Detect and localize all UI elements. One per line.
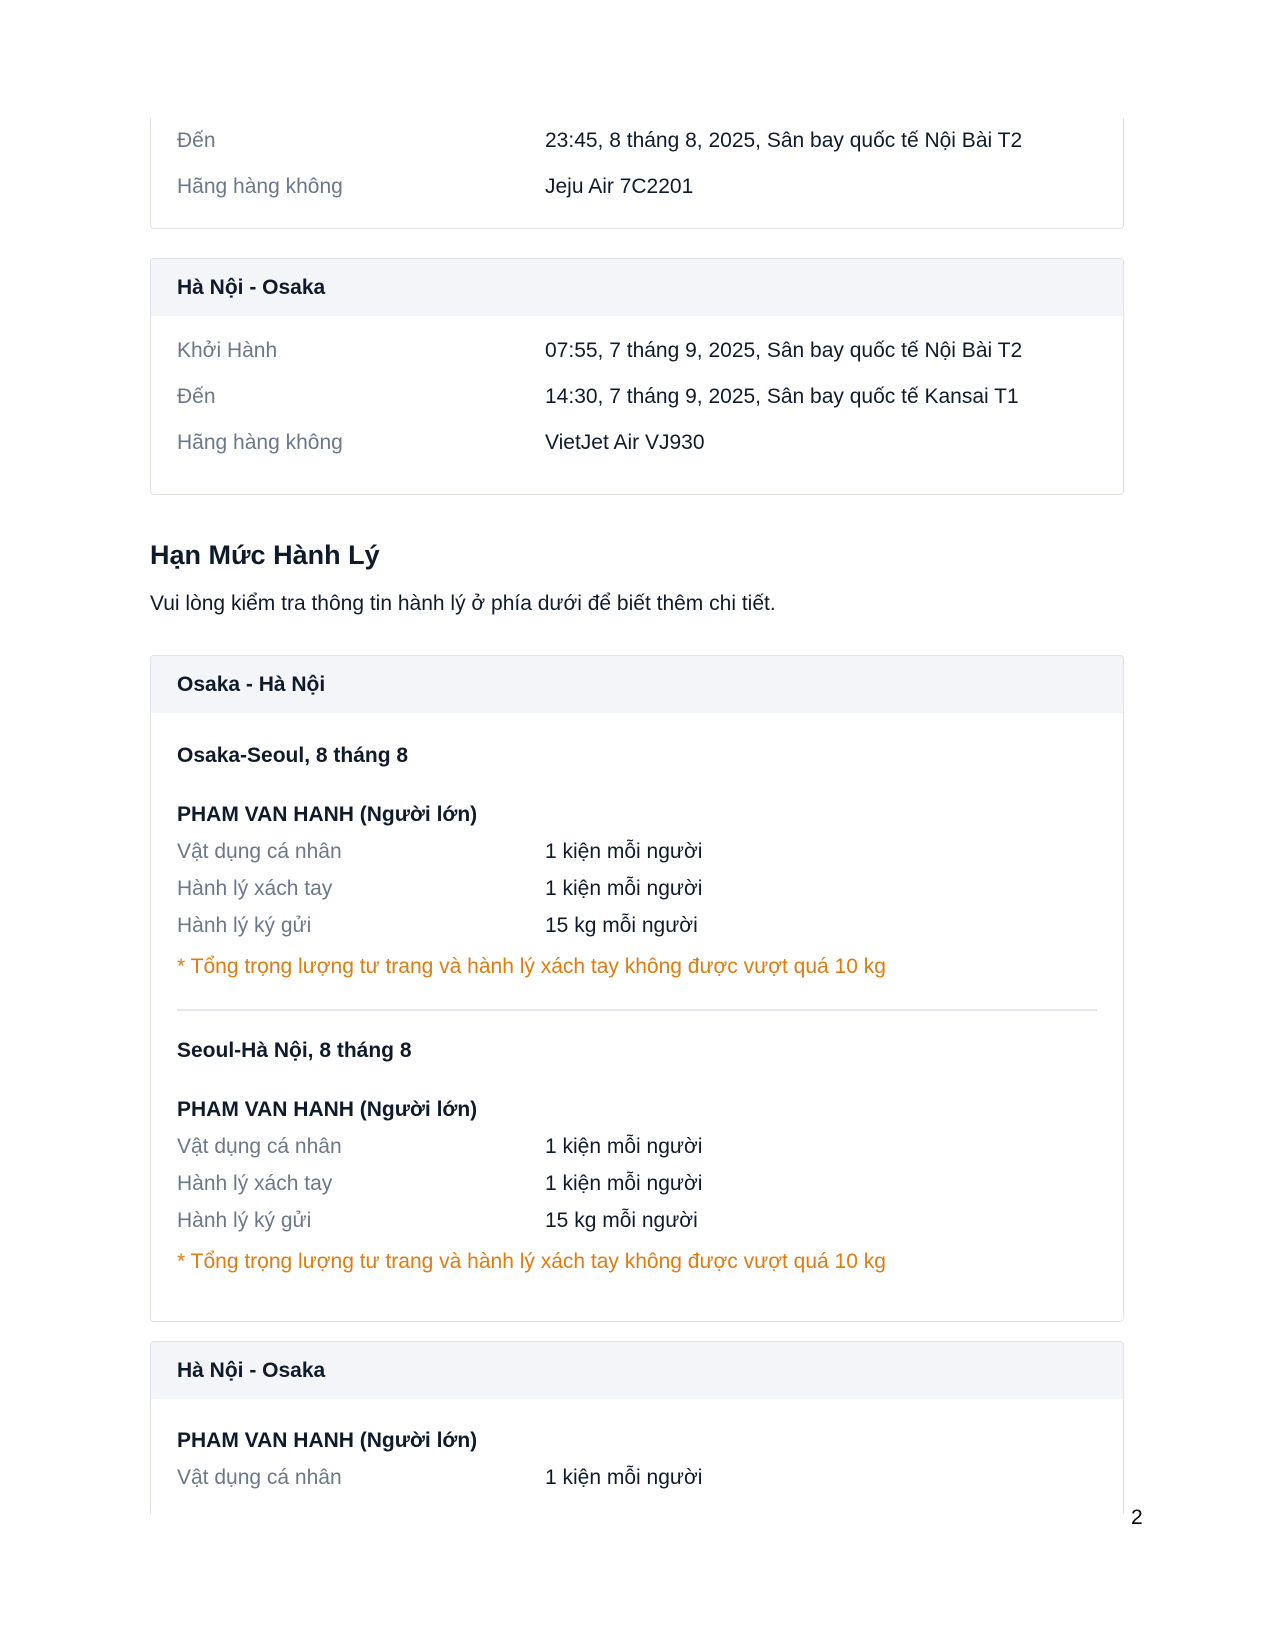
flight-arrival-value: 23:45, 8 tháng 8, 2025, Sân bay quốc tế Nội Bài T2 — [545, 129, 1023, 152]
baggage-card-osaka-hanoi — [150, 655, 1124, 1322]
passenger-name: PHAM VAN HANH (Người lớn) — [177, 1098, 478, 1121]
flight-departure-row — [151, 328, 1123, 374]
flight-arrival-value: 14:30, 7 tháng 9, 2025, Sân bay quốc tế Kansai T1 — [545, 385, 1019, 408]
baggage-label: Vật dụng cá nhân — [177, 839, 342, 863]
baggage-row — [151, 870, 1123, 907]
baggage-section-title: Hạn Mức Hành Lý — [150, 540, 380, 570]
flight-airline-row — [151, 164, 1123, 210]
baggage-value: 1 kiện mỗi người — [545, 1171, 703, 1195]
flight-airline-value: Jeju Air 7C2201 — [545, 175, 694, 198]
baggage-weight-note: * Tổng trọng lượng tư trang và hành lý xách tay không được vượt quá 10 kg — [177, 1250, 886, 1273]
baggage-card-hanoi-osaka — [150, 1341, 1124, 1514]
baggage-row — [151, 907, 1123, 944]
segment-title: Seoul-Hà Nội, 8 tháng 8 — [177, 1039, 412, 1062]
baggage-row — [151, 1128, 1123, 1165]
baggage-card-title: Osaka - Hà Nội — [151, 656, 1123, 713]
baggage-value: 1 kiện mỗi người — [545, 1134, 703, 1158]
baggage-value: 1 kiện mỗi người — [545, 839, 703, 863]
baggage-label: Hành lý ký gửi — [177, 1208, 312, 1232]
passenger-name: PHAM VAN HANH (Người lớn) — [177, 1429, 478, 1452]
flight-arrival-row — [151, 374, 1123, 420]
segment-title: Osaka-Seoul, 8 tháng 8 — [177, 744, 409, 767]
baggage-label: Hành lý ký gửi — [177, 913, 312, 937]
flight-card-title: Hà Nội - Osaka — [151, 259, 1123, 316]
flight-airline-row — [151, 420, 1123, 466]
baggage-row — [151, 833, 1123, 870]
baggage-label: Hành lý xách tay — [177, 1171, 333, 1195]
flight-airline-value: VietJet Air VJ930 — [545, 431, 705, 454]
baggage-label: Vật dụng cá nhân — [177, 1134, 342, 1158]
flight-arrival-row — [151, 118, 1123, 164]
passenger-name: PHAM VAN HANH (Người lớn) — [177, 803, 478, 826]
baggage-row — [151, 1165, 1123, 1202]
baggage-label: Vật dụng cá nhân — [177, 1465, 342, 1489]
page-number: 2 — [1131, 1506, 1143, 1529]
flight-airline-label: Hãng hàng không — [177, 175, 343, 198]
baggage-value: 15 kg mỗi người — [545, 1208, 698, 1232]
flight-departure-value: 07:55, 7 tháng 9, 2025, Sân bay quốc tế Nội Bài T2 — [545, 339, 1023, 362]
flight-airline-label: Hãng hàng không — [177, 431, 343, 454]
flight-card-continued — [150, 118, 1124, 229]
baggage-section-subtitle: Vui lòng kiểm tra thông tin hành lý ở phía dưới để biết thêm chi tiết. — [150, 592, 776, 615]
baggage-value: 15 kg mỗi người — [545, 913, 698, 937]
flight-arrival-label: Đến — [177, 129, 216, 152]
baggage-label: Hành lý xách tay — [177, 876, 333, 900]
baggage-value: 1 kiện mỗi người — [545, 1465, 703, 1489]
baggage-card-title: Hà Nội - Osaka — [151, 1342, 1123, 1399]
baggage-row — [151, 1459, 1123, 1496]
baggage-weight-note: * Tổng trọng lượng tư trang và hành lý xách tay không được vượt quá 10 kg — [177, 955, 886, 978]
flight-arrival-label: Đến — [177, 385, 216, 408]
flight-departure-label: Khởi Hành — [177, 339, 278, 362]
baggage-value: 1 kiện mỗi người — [545, 876, 703, 900]
baggage-row — [151, 1202, 1123, 1239]
flight-card-hanoi-osaka — [150, 258, 1124, 495]
